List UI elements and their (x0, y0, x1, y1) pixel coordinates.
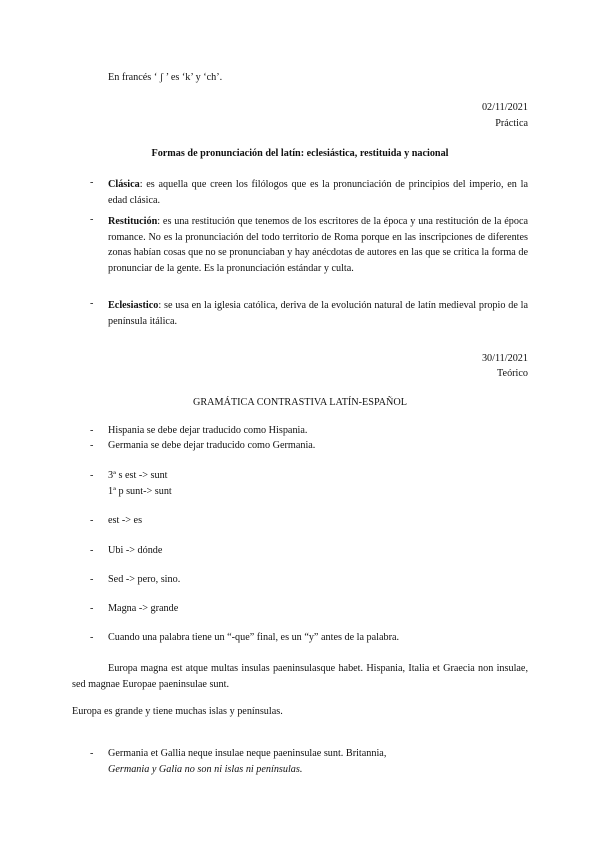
list-item: Germania se debe dejar traducido como Germania. (108, 440, 316, 451)
list-item: Cuando una palabra tiene un “-que” final, es un “y” antes de la palabra. (108, 632, 400, 643)
list-item: Magna -> grande (108, 603, 179, 614)
section2-type: Teórico (497, 368, 528, 379)
list-item: Sed -> pero, sino. (108, 574, 181, 585)
bullet: - (90, 748, 94, 759)
section1-date: 02/11/2021 (481, 102, 528, 113)
bullet: - (90, 515, 94, 526)
bullet: - (90, 298, 94, 309)
bullet: - (90, 632, 94, 643)
list-item: est -> es (108, 515, 143, 526)
definition: : es una restitución que tenemos de los escritores de la época y una restitución de la época romance. No es la pronunciación del todo territorio de Roma porque en las inscripciones de diferentes zonas habían cosas que no se pronunciaban y hay anécdotas de autores en las que se critica la forma de pronunciar de la gente. Es la pronunciación estándar y culta. (108, 216, 528, 274)
bullet: - (90, 214, 94, 225)
list-item-eclesiastico (108, 298, 528, 329)
bullet: - (90, 603, 94, 614)
definition: : se usa en la iglesia católica, deriva de la evolución natural de latín medieval propio de la península itálica. (108, 300, 528, 327)
list-item: 3ª s est -> sunt (108, 470, 168, 481)
bullet: - (90, 574, 94, 585)
bullet: - (90, 425, 94, 436)
list-item: Ubi -> dónde (108, 545, 163, 556)
list-item-clasica (108, 177, 528, 208)
term: Eclesiastico (108, 300, 159, 311)
list-item: Hispania se debe dejar traducido como Hispania. (108, 425, 308, 436)
translation: Europa es grande y tiene muchas islas y penínsulas. (72, 706, 283, 717)
intro-line: En francés ‘ ʃ ’ es ‘k’ y ‘ch’. (108, 72, 223, 83)
bullet: - (90, 545, 94, 556)
section2-title: GRAMÁTICA CONTRASTIVA LATÍN-ESPAÑOL (193, 397, 407, 408)
list-item-translation (108, 764, 302, 775)
term: Clásica (108, 179, 140, 190)
bullet: - (90, 177, 94, 188)
italic-translation: Germania y Galia no son ni islas ni penínsulas. (108, 764, 303, 775)
latin-text: Europa magna est atque multas insulas paeninsulasque habet. Hispania, Italia et Graecia non insulae, sed magnae Europae paeninsulae sunt. (72, 663, 528, 690)
list-item-continuation: 1ª p sunt-> sunt (108, 486, 172, 497)
bullet: - (90, 440, 94, 451)
definition: : es aquella que creen los filólogos que es la pronunciación de principios del imperio, en la edad clásica. (108, 179, 528, 206)
section1-title: Formas de pronunciación del latín: eclesiástica, restituida y nacional (151, 148, 449, 159)
term: Restitución (108, 216, 158, 227)
list-item: Germania et Gallia neque insulae neque paeninsulae sunt. Britannia, (108, 748, 387, 759)
list-item-restitucion (108, 214, 528, 276)
section2-date: 30/11/2021 (481, 353, 528, 364)
section1-type: Práctica (495, 118, 528, 129)
latin-paragraph (72, 661, 528, 692)
bullet: - (90, 470, 94, 481)
